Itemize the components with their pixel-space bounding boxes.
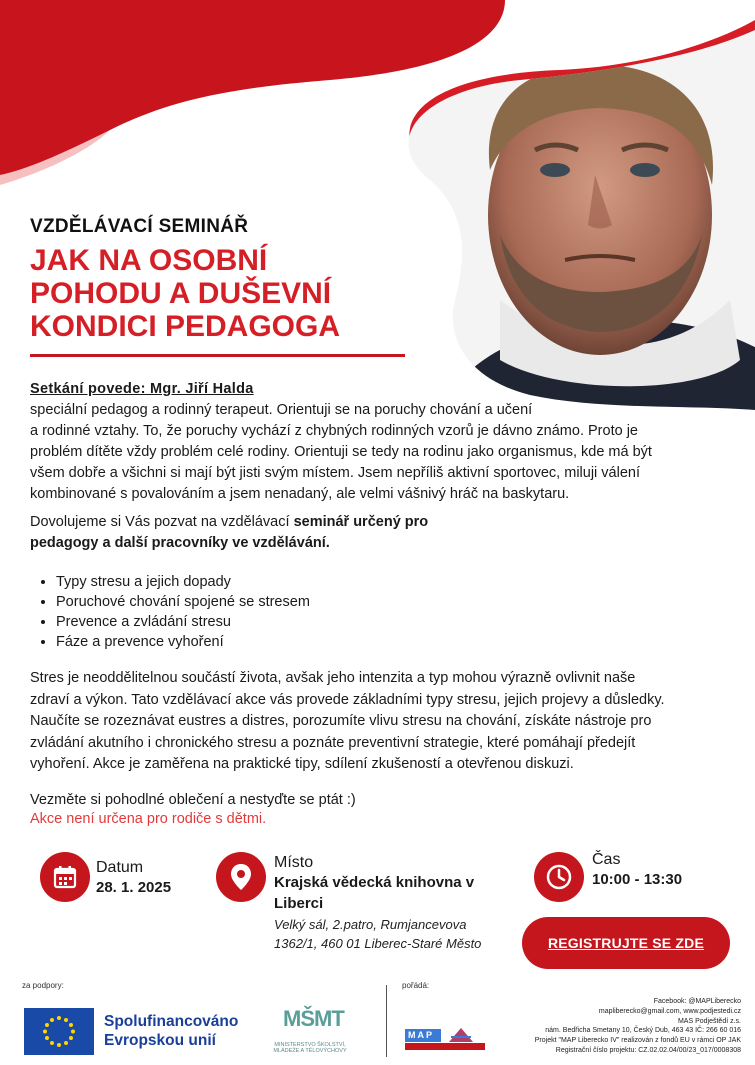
msmt-text-line: MLÁDEŽE A TĚLOVÝCHOVY (273, 1048, 347, 1054)
support-label: za podpory: (22, 981, 64, 990)
title-divider (30, 354, 405, 357)
contact-line: nám. Bedřicha Smetany 10, Český Dub, 463 43 IČ: 266 60 016 (545, 1027, 741, 1035)
place-label: Místo (274, 854, 314, 871)
eu-text-line: Spolufinancováno (104, 1013, 239, 1030)
contact-line: MAS Podještědí z.s. (677, 1017, 741, 1025)
footer-divider (386, 985, 387, 1057)
bio-line: problém dítěte vždy problém celé rodiny. Orientuji se tedy na rodinu jako organismus, kde má být (30, 444, 652, 460)
bio-line: všem dobře a všichni si mají být jisti svým místem. Jsem nepříliš aktivní sportovec, miluji válení (30, 465, 640, 481)
organizer-label: pořádá: (402, 981, 430, 990)
speaker-bio (30, 400, 730, 505)
place-value-line: Krajská vědecká knihovna v (274, 874, 475, 891)
title-line: JAK NA OSOBNÍ (30, 244, 268, 277)
parent-note: Akce není určena pro rodiče s dětmi. (30, 811, 267, 827)
description-text (30, 668, 730, 776)
register-button[interactable]: REGISTRUJTE SE ZDE (522, 917, 730, 969)
invite-prefix: Dovolujeme si Vás pozvat na vzdělávací (30, 514, 294, 530)
organizer-contact (401, 997, 741, 1056)
description-line: Stres je neoddělitelnou součástí života, avšak jeho intenzita a typ mohou výrazně ovlivnit naše (30, 670, 636, 686)
msmt-text (258, 1042, 362, 1054)
description-line: zdraví a výkon. Tato vzdělávací akce vás provede základními typy stresu, jejich projevy a důsledky. (30, 691, 665, 708)
description-line: Naučíte se rozeznávat eustres a distres, porozumíte vlivu stresu na chování, získáte nástroje pro (30, 713, 652, 729)
seminar-kicker: VZDĚLÁVACÍ SEMINÁŘ (30, 216, 249, 237)
place-detail-line: 1362/1, 460 01 Liberec-Staré Město (274, 936, 482, 951)
time-value: 10:00 - 13:30 (592, 871, 683, 888)
date-value: 28. 1. 2025 (96, 879, 172, 896)
contact-line: Facebook: @MAPLiberecko (653, 998, 741, 1005)
eu-text-line: Evropskou unií (104, 1032, 216, 1049)
list-item: • Prevence a zvládání stresu (56, 612, 310, 632)
bio-line: kombinované s povalováním a jsem nenadaný, ale velmi vášnivý hráč na baskytaru. (30, 486, 570, 502)
contact-line: mapliberecko@gmail.com, www.podjestedi.cz (598, 1007, 741, 1015)
title-line: POHODU A DUŠEVNÍ (30, 277, 332, 310)
calendar-icon (40, 852, 90, 902)
seminar-title (30, 244, 450, 343)
eu-flag-icon (24, 1008, 94, 1055)
topics-list (30, 572, 310, 652)
description-line: vyhoření. Akce je zaměřena na praktické tipy, sdílení zkušeností a otevřenou diskuzi. (30, 756, 574, 772)
msmt-text-line: MINISTERSTVO ŠKOLSTVÍ, (274, 1042, 346, 1048)
place-detail-line: Velký sál, 2.patro, Rumjancevova (274, 917, 467, 932)
list-item: • Typy stresu a jejich dopady (56, 572, 310, 592)
list-item: • Poruchové chování spojené se stresem (56, 592, 310, 612)
bio-line: speciální pedagog a rodinný terapeut. Orientuji se na poruchy chování a učení (30, 402, 533, 418)
dress-note: Vezměte si pohodlné oblečení a nestyďte se ptát :) (30, 792, 356, 808)
invitation-text (30, 512, 428, 554)
invite-bold: seminář určený pro (293, 514, 429, 530)
eu-cofinanced-text (104, 1012, 238, 1050)
place-value (274, 872, 474, 914)
speaker-heading: Setkání povede: Mgr. Jiří Halda (30, 381, 254, 397)
place-detail (274, 915, 481, 953)
clock-icon (534, 852, 584, 902)
contact-line: Registrační číslo projektu: CZ.02.02.04/00/23_017/0008308 (555, 1046, 741, 1054)
place-value-line: Liberci (274, 895, 324, 912)
invite-bold: pedagogy a další pracovníky ve vzdělávání. (30, 535, 330, 551)
location-pin-icon (216, 852, 266, 902)
map-logo-text: MAP (408, 1030, 434, 1040)
time-label: Čas (592, 851, 621, 868)
description-line: zvládání akutního i chronického stresu a poznáte preventivní strategie, které pomáhají předejít (30, 734, 636, 751)
msmt-logo-icon: MŠMT (283, 1006, 344, 1031)
contact-line: Projekt "MAP Liberecko IV" realizován z fondů EU v rámci OP JAK (534, 1037, 741, 1045)
date-label: Datum (96, 859, 144, 876)
title-line: KONDICI PEDAGOGA (30, 310, 341, 343)
list-item: • Fáze a prevence vyhoření (56, 632, 310, 652)
bio-line: a rodinné vztahy. To, že poruchy vychází z chybných rodinných vzorů je dávno známo. Proto je (30, 423, 638, 439)
